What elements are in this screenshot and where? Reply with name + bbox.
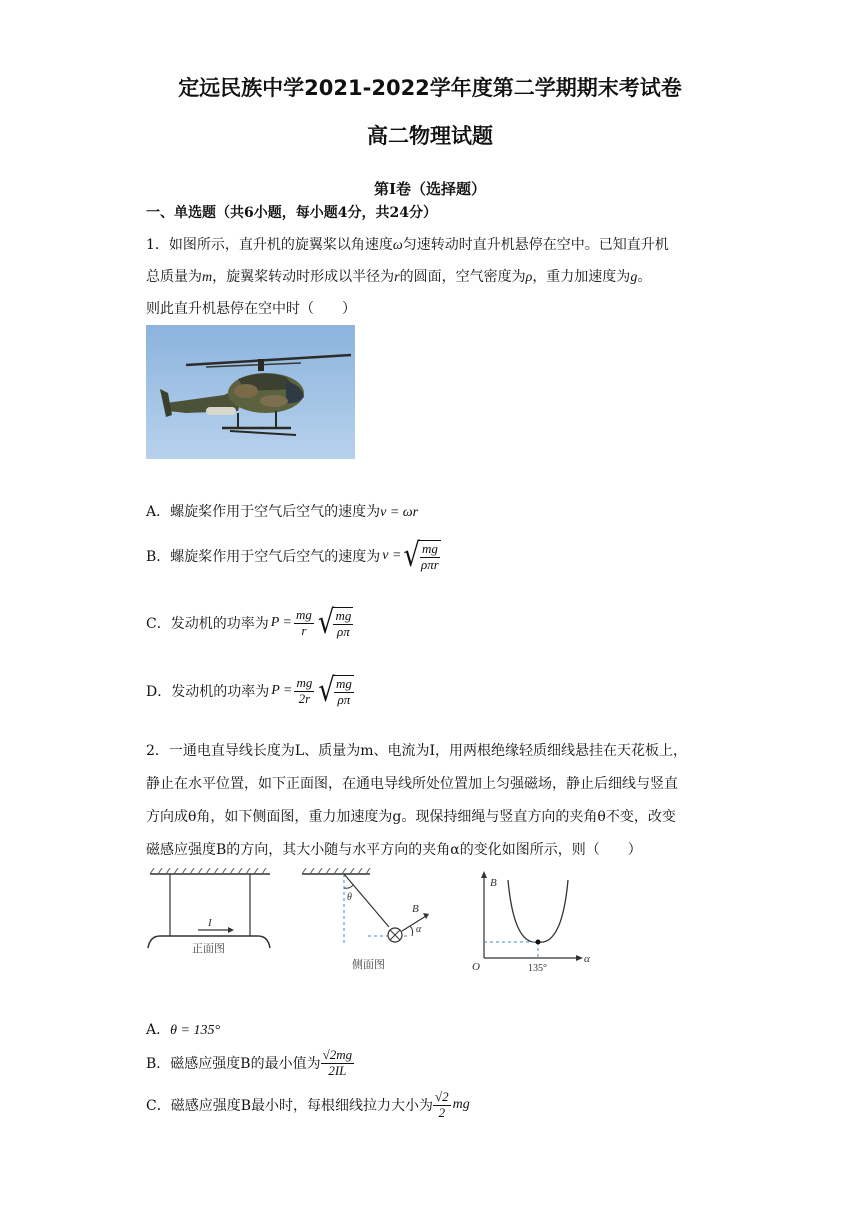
q2-option-b[interactable] [146, 1048, 354, 1079]
q1-line1 [146, 234, 669, 254]
fraction: $\frac{mg}{r}$ [295, 607, 312, 638]
q1-line3: 则此直升机悬停在空中时（ ） [146, 301, 356, 317]
q2-line2: 静止在水平位置，如下正面图，在通电导线所处位置加上匀强磁场，静止后细线与竖直 [146, 776, 678, 792]
option-text: B．磁感应强度B的最小值为 [146, 1056, 321, 1073]
q2-option-c[interactable] [146, 1090, 470, 1121]
q1-omega: ω [392, 238, 403, 253]
graph-x-label: α [584, 953, 590, 965]
q1-option-c[interactable] [146, 604, 353, 643]
frac-denominator: ρπr [421, 556, 439, 572]
q1-option-d[interactable] [146, 672, 354, 711]
option-text: C．发动机的功率为 [146, 616, 269, 633]
front-view-caption: 正面图 [192, 942, 225, 955]
front-current-label: I [208, 917, 212, 929]
option-formula: v = ωr [380, 505, 419, 520]
option-lhs: P = [271, 683, 293, 699]
option-lhs: P = [270, 615, 292, 631]
option-tail: mg [452, 1097, 470, 1113]
helicopter-drawing [146, 325, 355, 459]
q1-line2 [146, 266, 651, 286]
q1-text: 1．如图所示，直升机的旋翼桨以角速度 [146, 237, 393, 253]
q1-text: 总质量为 [146, 269, 202, 285]
option-text: B．螺旋桨作用于空气后空气的速度为 [146, 549, 381, 566]
frac-numerator: mg [422, 541, 438, 556]
exam-title: 定远民族中学2021-2022学年度第二学期期末考试卷 [178, 76, 682, 100]
q1-m: m [202, 270, 213, 285]
option-text: C．磁感应强度B最小时，每根细线拉力大小为 [146, 1098, 433, 1115]
graph-y-label: B [490, 877, 497, 889]
fraction: $\frac{√2}{2}$ [435, 1089, 449, 1120]
q2-line4: 磁感应强度B的方向，其大小随与水平方向的夹角α的变化如图所示，则（ ） [146, 842, 642, 858]
sqrt-expression: √ $\frac{mg}{\rho\pi}$ [318, 672, 352, 711]
option-formula: θ = 135° [170, 1023, 221, 1038]
side-view-figure [302, 868, 429, 971]
q1-g: g [630, 270, 638, 285]
option-lhs: v = [382, 548, 402, 564]
option-text: D．发动机的功率为 [146, 684, 270, 701]
b-alpha-graph [472, 871, 590, 974]
exam-subtitle: 高二物理试题 [367, 124, 493, 148]
side-view-caption: 侧面图 [352, 958, 385, 971]
option-text: A． [146, 1022, 171, 1038]
q1-rho: ρ [525, 270, 533, 285]
q1-option-a[interactable] [146, 501, 418, 521]
section-heading: 一、单选题（共6小题，每小题4分，共24分） [146, 205, 437, 221]
sqrt-expression: √ $\frac{mg}{\rho\pi}$ [317, 604, 352, 643]
q1-option-b[interactable] [146, 537, 441, 576]
q1-text: 。 [637, 269, 652, 285]
sqrt-expression: √ $\frac{mg}{\text{ρπr}}$ [403, 537, 439, 576]
q2-line1: 2．一通电直导线长度为L、质量为m、电流为I，用两根绝缘轻质细线悬挂在天花板上， [146, 743, 688, 759]
fraction: $\frac{mg}{2r}$ [296, 675, 313, 706]
q1-r: r [394, 270, 400, 285]
graph-origin-label: O [472, 961, 480, 973]
q2-option-a[interactable] [146, 1019, 220, 1039]
side-B-label: B [412, 903, 419, 915]
q2-figures [146, 868, 606, 978]
q1-text: 的圆面，空气密度为 [399, 269, 526, 285]
helicopter-photo [146, 325, 355, 459]
q1-text: 匀速转动时直升机悬停在空中。已知直升机 [402, 237, 669, 253]
side-theta-label: θ [347, 892, 352, 903]
side-alpha-label: α [416, 924, 422, 935]
option-text: A．螺旋桨作用于空气后空气的速度为 [146, 504, 381, 520]
q1-text: ，重力加速度为 [532, 269, 631, 285]
front-view-figure [148, 868, 270, 955]
q1-text: ，旋翼桨转动时形成以半径为 [212, 269, 395, 285]
q2-line3: 方向成θ角，如下侧面图，重力加速度为g。现保持细绳与竖直方向的夹角θ不变，改变 [146, 809, 676, 825]
volume-heading: 第I卷（选择题） [373, 180, 487, 198]
graph-tick-label: 135° [528, 963, 547, 974]
fraction: $\frac{√2mg}{2IL}$ [322, 1047, 353, 1078]
